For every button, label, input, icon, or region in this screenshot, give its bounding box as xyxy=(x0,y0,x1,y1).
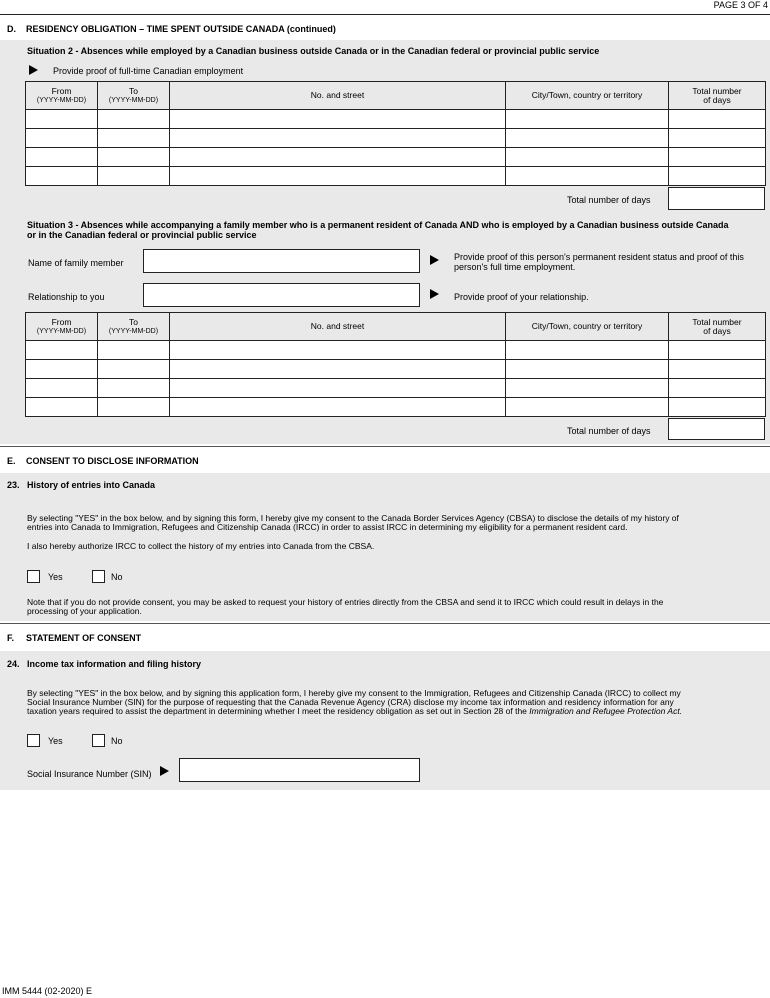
authorize-paragraph: I also hereby authorize IRCC to collect the history of my entries into Canada from the CBSA. xyxy=(27,541,375,551)
to-field[interactable] xyxy=(98,398,170,417)
col-total: Total number of days xyxy=(669,82,766,110)
from-field[interactable] xyxy=(26,379,98,398)
question-23-number: 23. xyxy=(7,480,20,490)
table-row xyxy=(26,379,766,398)
street-field[interactable] xyxy=(170,129,506,148)
col-city: City/Town, country or territory xyxy=(506,82,669,110)
table-row xyxy=(26,341,766,360)
situation-3-total-label: Total number of days xyxy=(567,426,651,436)
city-field[interactable] xyxy=(506,167,669,186)
question-24-number: 24. xyxy=(7,659,20,669)
situation-2-total-days-field[interactable] xyxy=(668,187,765,210)
from-field[interactable] xyxy=(26,360,98,379)
city-field[interactable] xyxy=(506,110,669,129)
street-field[interactable] xyxy=(170,148,506,167)
no-checkbox[interactable] xyxy=(92,734,105,747)
to-field[interactable] xyxy=(98,167,170,186)
divider xyxy=(0,446,770,447)
from-field[interactable] xyxy=(26,129,98,148)
col-street: No. and street xyxy=(170,82,506,110)
days-field[interactable] xyxy=(669,167,766,186)
col-to: To (YYYY-MM-DD) xyxy=(98,82,170,110)
to-field[interactable] xyxy=(98,148,170,167)
yes-label: Yes xyxy=(48,572,63,582)
street-field[interactable] xyxy=(170,341,506,360)
page-number: PAGE 3 OF 4 xyxy=(713,0,768,10)
question-23-title: History of entries into Canada xyxy=(27,480,156,490)
note-line2: processing of your application. xyxy=(27,606,142,616)
section-f-letter: F. xyxy=(7,633,15,643)
from-field[interactable] xyxy=(26,110,98,129)
table-row xyxy=(26,129,766,148)
relationship-input[interactable] xyxy=(143,283,420,307)
col-city: City/Town, country or territory xyxy=(506,313,669,341)
family-member-input[interactable] xyxy=(143,249,420,273)
relationship-label: Relationship to you xyxy=(28,292,105,302)
act-name: Immigration and Refugee Protection Act. xyxy=(529,706,683,716)
family-member-instruction-line1: Provide proof of this person's permanent resident status and proof of this xyxy=(454,252,744,262)
sin-label: Social Insurance Number (SIN) xyxy=(27,769,152,779)
city-field[interactable] xyxy=(506,148,669,167)
yes-label: Yes xyxy=(48,736,63,746)
arrow-icon xyxy=(160,766,169,776)
col-street: No. and street xyxy=(170,313,506,341)
city-field[interactable] xyxy=(506,341,669,360)
situation-2-title: Situation 2 - Absences while employed by a Canadian business outside Canada or in the Canadian federal or provincial public service xyxy=(27,46,600,56)
relationship-instruction: Provide proof of your relationship. xyxy=(454,292,589,302)
street-field[interactable] xyxy=(170,110,506,129)
city-field[interactable] xyxy=(506,360,669,379)
col-total: Total number of days xyxy=(669,313,766,341)
street-field[interactable] xyxy=(170,360,506,379)
arrow-icon xyxy=(430,255,439,265)
street-field[interactable] xyxy=(170,167,506,186)
col-from: From (YYYY-MM-DD) xyxy=(26,313,98,341)
city-field[interactable] xyxy=(506,379,669,398)
situation-3-table xyxy=(25,312,766,417)
situation-2-table xyxy=(25,81,766,186)
days-field[interactable] xyxy=(669,379,766,398)
city-field[interactable] xyxy=(506,398,669,417)
situation-3-total-days-field[interactable] xyxy=(668,418,765,440)
note-line1: Note that if you do not provide consent, you may be asked to request your history of entries directly from the CBSA and send it to IRCC which could result in delays in the xyxy=(27,597,664,607)
days-field[interactable] xyxy=(669,360,766,379)
table-row xyxy=(26,110,766,129)
sin-input[interactable] xyxy=(179,758,420,782)
family-member-instruction-line2: person's full time employment. xyxy=(454,262,576,272)
no-label: No xyxy=(111,572,123,582)
from-field[interactable] xyxy=(26,167,98,186)
from-field[interactable] xyxy=(26,148,98,167)
question-24-title: Income tax information and filing history xyxy=(27,659,202,669)
no-label: No xyxy=(111,736,123,746)
section-e-title: CONSENT TO DISCLOSE INFORMATION xyxy=(26,456,199,466)
section-e-letter: E. xyxy=(7,456,16,466)
yes-checkbox[interactable] xyxy=(27,570,40,583)
days-field[interactable] xyxy=(669,341,766,360)
city-field[interactable] xyxy=(506,129,669,148)
no-checkbox[interactable] xyxy=(92,570,105,583)
to-field[interactable] xyxy=(98,129,170,148)
from-field[interactable] xyxy=(26,398,98,417)
from-field[interactable] xyxy=(26,341,98,360)
situation-2-instruction: Provide proof of full-time Canadian employment xyxy=(53,66,244,76)
days-field[interactable] xyxy=(669,148,766,167)
to-field[interactable] xyxy=(98,110,170,129)
divider xyxy=(0,14,770,15)
consent-paragraph-line2: entries into Canada to Immigration, Refugees and Citizenship Canada (IRCC) in order to assist IRCC in determining my eligibility for a permanent resident card. xyxy=(27,522,628,532)
days-field[interactable] xyxy=(669,110,766,129)
to-field[interactable] xyxy=(98,360,170,379)
form-code: IMM 5444 (02-2020) E xyxy=(2,986,93,996)
section-d-title: RESIDENCY OBLIGATION – TIME SPENT OUTSIDE CANADA (continued) xyxy=(26,24,336,34)
street-field[interactable] xyxy=(170,398,506,417)
yes-checkbox[interactable] xyxy=(27,734,40,747)
table-row xyxy=(26,167,766,186)
col-from: From (YYYY-MM-DD) xyxy=(26,82,98,110)
table-row xyxy=(26,360,766,379)
table-row xyxy=(26,148,766,167)
to-field[interactable] xyxy=(98,341,170,360)
section-f-title: STATEMENT OF CONSENT xyxy=(26,633,142,643)
tax-paragraph-line1: By selecting "YES" in the box below, and by signing this application form, I hereby give my consent to the Immigration, Refugees and Citizenship Canada (IRCC) to collect my xyxy=(27,688,681,698)
street-field[interactable] xyxy=(170,379,506,398)
col-to: To (YYYY-MM-DD) xyxy=(98,313,170,341)
section-d-letter: D. xyxy=(7,24,16,34)
to-field[interactable] xyxy=(98,379,170,398)
situation-2-total-label: Total number of days xyxy=(567,195,651,205)
tax-paragraph-line3: taxation years required to assist the department in determining whether I meet the residency obligation as set out in Section 28 of the Immigration and Refugee Protection Act. xyxy=(27,706,683,716)
arrow-icon xyxy=(29,65,38,75)
divider xyxy=(0,623,770,624)
situation-3-title-line2: or in the Canadian federal or provincial public service xyxy=(27,230,257,240)
table-row xyxy=(26,398,766,417)
tax-paragraph-line2: Social Insurance Number (SIN) for the purpose of requesting that the Canada Revenue Agency (CRA) disclose my income tax information and residency information for any xyxy=(27,697,674,707)
days-field[interactable] xyxy=(669,398,766,417)
family-member-label: Name of family member xyxy=(28,258,124,268)
days-field[interactable] xyxy=(669,129,766,148)
arrow-icon xyxy=(430,289,439,299)
consent-paragraph-line1: By selecting "YES" in the box below, and by signing this form, I hereby give my consent to the Canada Border Services Agency (CBSA) to disclose the details of my history of xyxy=(27,513,679,523)
situation-3-title-line1: Situation 3 - Absences while accompanying a family member who is a permanent resident of Canada AND who is employed by a Canadian business outside Canada xyxy=(27,220,729,230)
